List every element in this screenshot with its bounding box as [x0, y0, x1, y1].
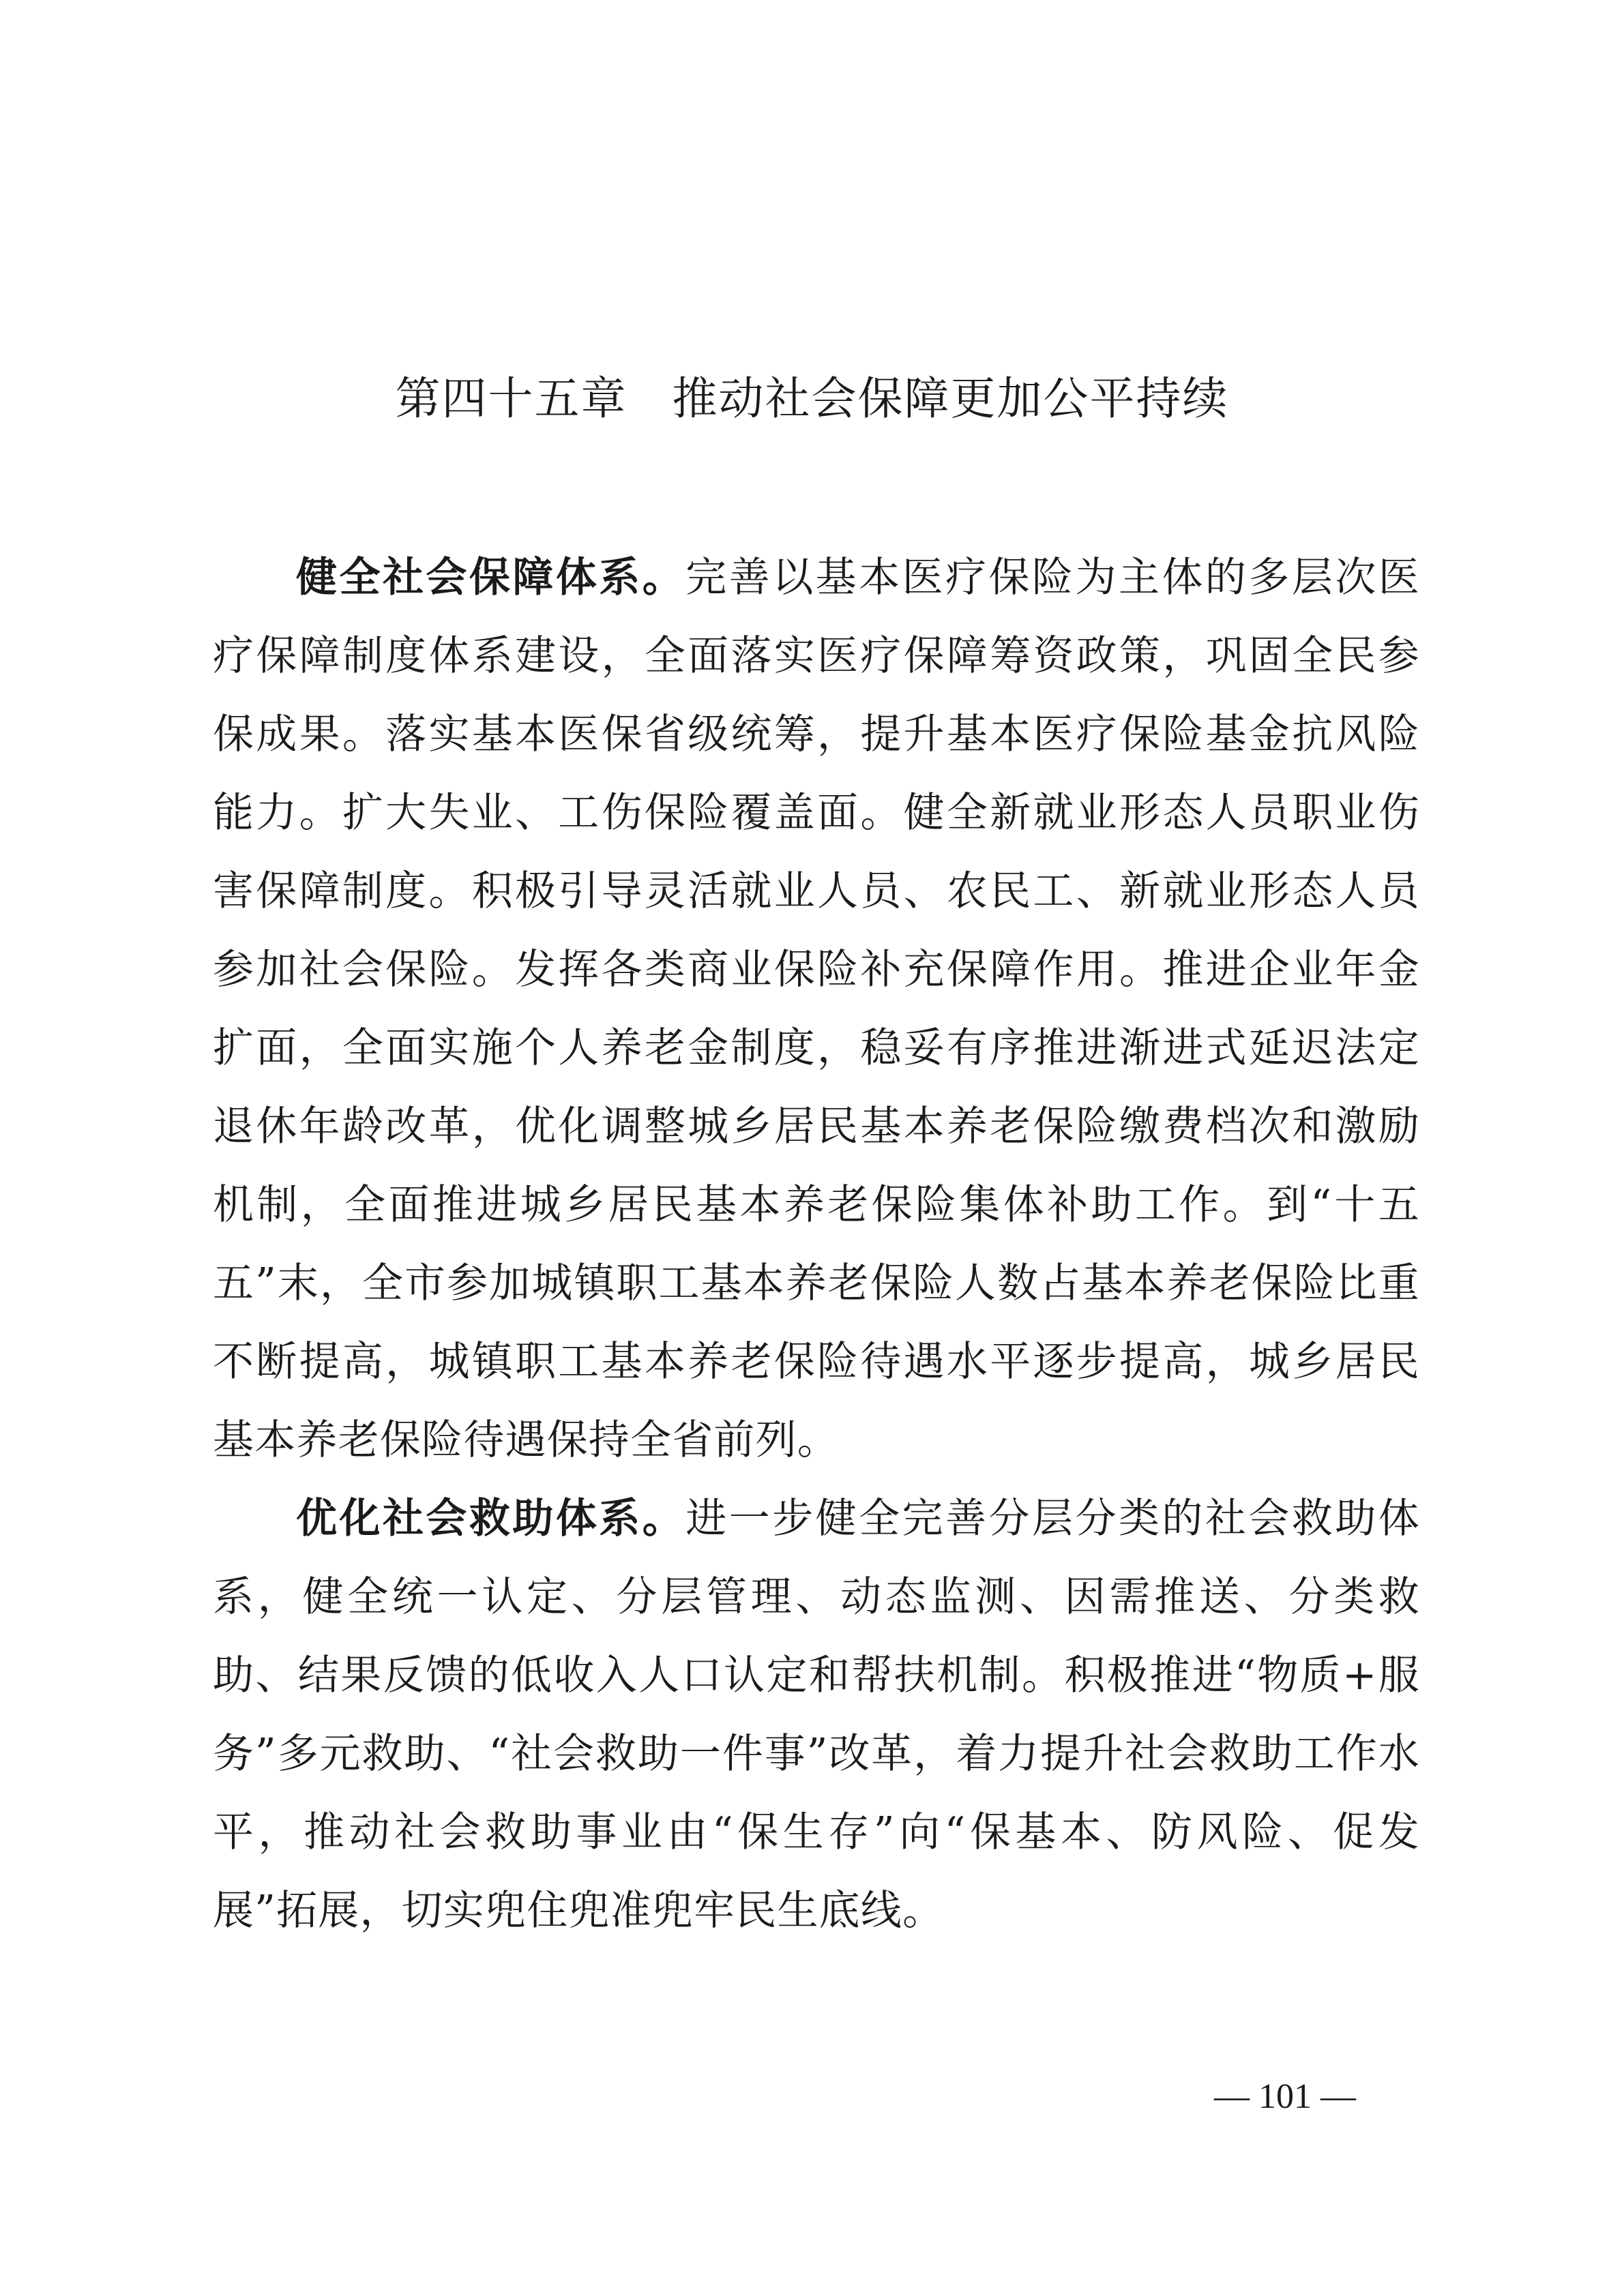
paragraph-social-security [213, 539, 1420, 1480]
paragraph-text: 进一步健全完善分层分类的社会救助体系，健全统一认定、分层管理、动态监测、因需推送、分类救助、结果反馈的低收入人口认定和帮扶机制。积极推进“物质+服务”多元救助、“社会救助一件事”改革，着力提升社会救助工作水平，推动社会救助事业由“保生存”向“保基本、防风险、促发展”拓展，切实兜住兜准兜牢民生底线。 [213, 1495, 1420, 1935]
chapter-title [0, 368, 1624, 430]
page-number: — 101 — [1214, 2077, 1356, 2116]
chapter-body [213, 539, 1420, 1950]
paragraph-social-assistance [213, 1480, 1420, 1950]
paragraph-lead: 健全社会保障体系。 [296, 554, 686, 601]
paragraph-text: 完善以基本医疗保险为主体的多层次医疗保障制度体系建设，全面落实医疗保障筹资政策，巩固全民参保成果。落实基本医保省级统筹，提升基本医疗保险基金抗风险能力。扩大失业、工伤保险覆盖面。健全新就业形态人员职业伤害保障制度。积极引导灵活就业人员、农民工、新就业形态人员参加社会保险。发挥各类商业保险补充保障作用。推进企业年金扩面，全面实施个人养老金制度，稳妥有序推进渐进式延迟法定退休年龄改革，优化调整城乡居民基本养老保险缴费档次和激励机制，全面推进城乡居民基本养老保险集体补助工作。到“十五五”末，全市参加城镇职工基本养老保险人数占基本养老保险比重不断提高，城镇职工基本养老保险待遇水平逐步提高，城乡居民基本养老保险待遇保持全省前列。 [213, 554, 1420, 1464]
chapter-number: 第四十五章 [395, 372, 628, 425]
paragraph-lead: 优化社会救助体系。 [296, 1495, 686, 1542]
chapter-heading: 推动社会保障更加公平持续 [672, 372, 1229, 425]
